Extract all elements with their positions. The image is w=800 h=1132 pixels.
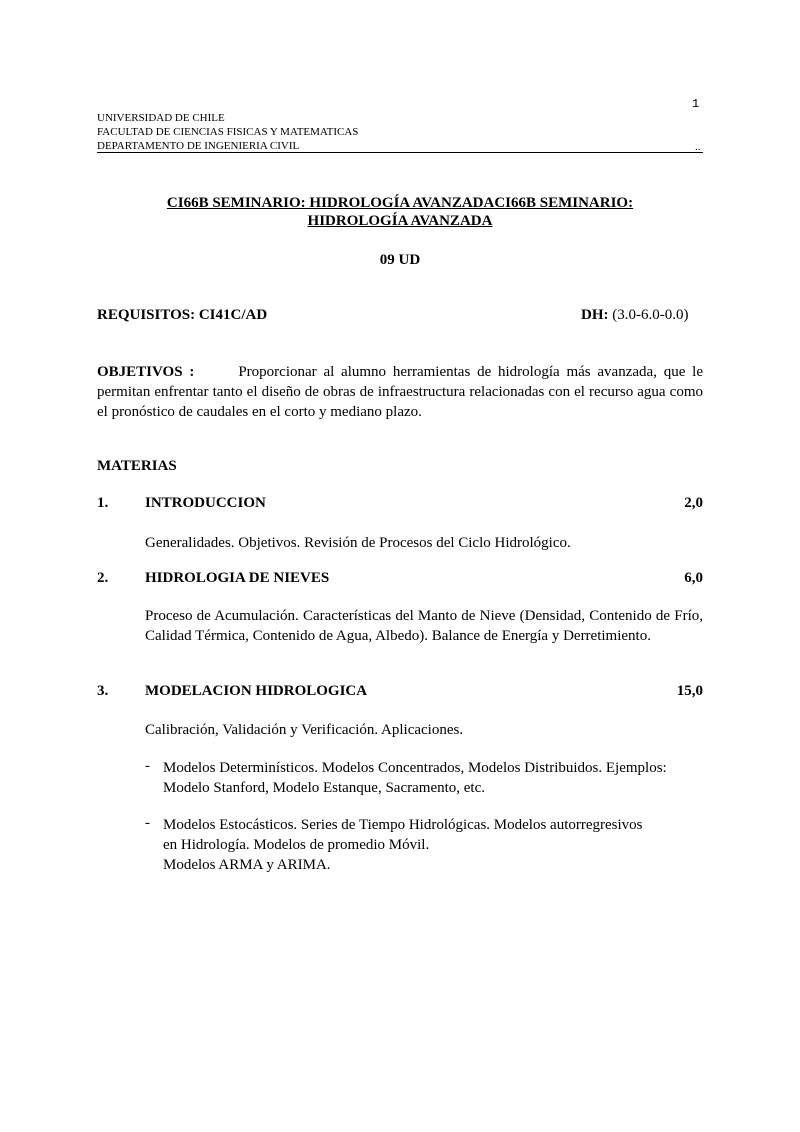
materias-heading: MATERIAS xyxy=(97,458,177,474)
section-title: HIDROLOGIA DE NIEVES xyxy=(145,570,330,586)
section-body: Proceso de Acumulación. Características del Manto de Nieve (Densidad, Contenido de Frío, Calidad Térmica, Contenido de Agua, Albedo). Balance de Energía y Derretimiento. xyxy=(145,608,703,644)
dh-value: (3.0-6.0-0.0) xyxy=(608,307,689,323)
bullet-item xyxy=(163,758,703,798)
dh-label: DH: xyxy=(581,307,609,323)
course-units: 09 UD xyxy=(379,252,421,268)
header-rule xyxy=(97,152,703,153)
section-number: 2. xyxy=(97,570,109,586)
requisitos: REQUISITOS: CI41C/AD xyxy=(97,307,268,323)
dh xyxy=(581,307,688,324)
bullet-line: Modelos Estocásticos. Series de Tiempo Hidrológicas. Modelos autorregresivos xyxy=(163,817,643,833)
course-title-line2: HIDROLOGÍA AVANZADA xyxy=(307,213,493,229)
page-number: 1 xyxy=(692,97,700,111)
bullet-line: Modelos Determinísticos. Modelos Concentrados, Modelos Distribuidos. Ejemplos: xyxy=(163,760,667,776)
bullet-line: Modelos ARMA y ARIMA. xyxy=(163,857,331,873)
section-body: Calibración, Validación y Verificación. Aplicaciones. xyxy=(145,722,464,738)
bullet-dash: - xyxy=(145,815,150,831)
section-body: Generalidades. Objetivos. Revisión de Procesos del Ciclo Hidrológico. xyxy=(145,535,571,551)
section-title: MODELACION HIDROLOGICA xyxy=(145,683,368,699)
objetivos xyxy=(97,362,703,422)
course-title-line1: CI66B SEMINARIO: HIDROLOGÍA AVANZADACI66B SEMINARIO: xyxy=(166,195,634,211)
header-department: DEPARTAMENTO DE INGENIERIA CIVIL xyxy=(97,140,300,152)
bullet-item xyxy=(163,815,703,875)
objetivos-text: Proporcionar al alumno herramientas de hidrología más avanzada, que le permitan enfrentar tanto el diseño de obras de infraestructura relacionadas con el recurso agua como el pronóstico de caudales en el corto y mediano plazo. xyxy=(97,364,703,420)
section-number: 3. xyxy=(97,683,109,699)
section-hours: 6,0 xyxy=(684,570,703,586)
section-hours: 15,0 xyxy=(676,683,703,699)
objetivos-label: OBJETIVOS : xyxy=(97,364,195,380)
header-trailing-mark: .. xyxy=(695,141,701,153)
section-title: INTRODUCCION xyxy=(145,495,266,511)
section-hours: 2,0 xyxy=(684,495,703,511)
header-faculty: FACULTAD DE CIENCIAS FISICAS Y MATEMATICAS xyxy=(97,126,359,138)
bullet-line: en Hidrología. Modelos de promedio Móvil. xyxy=(163,837,430,853)
section-number: 1. xyxy=(97,495,109,511)
header-university: UNIVERSIDAD DE CHILE xyxy=(97,112,225,124)
course-title xyxy=(97,194,703,230)
bullet-line: Modelo Stanford, Modelo Estanque, Sacramento, etc. xyxy=(163,780,486,796)
bullet-dash: - xyxy=(145,758,150,774)
